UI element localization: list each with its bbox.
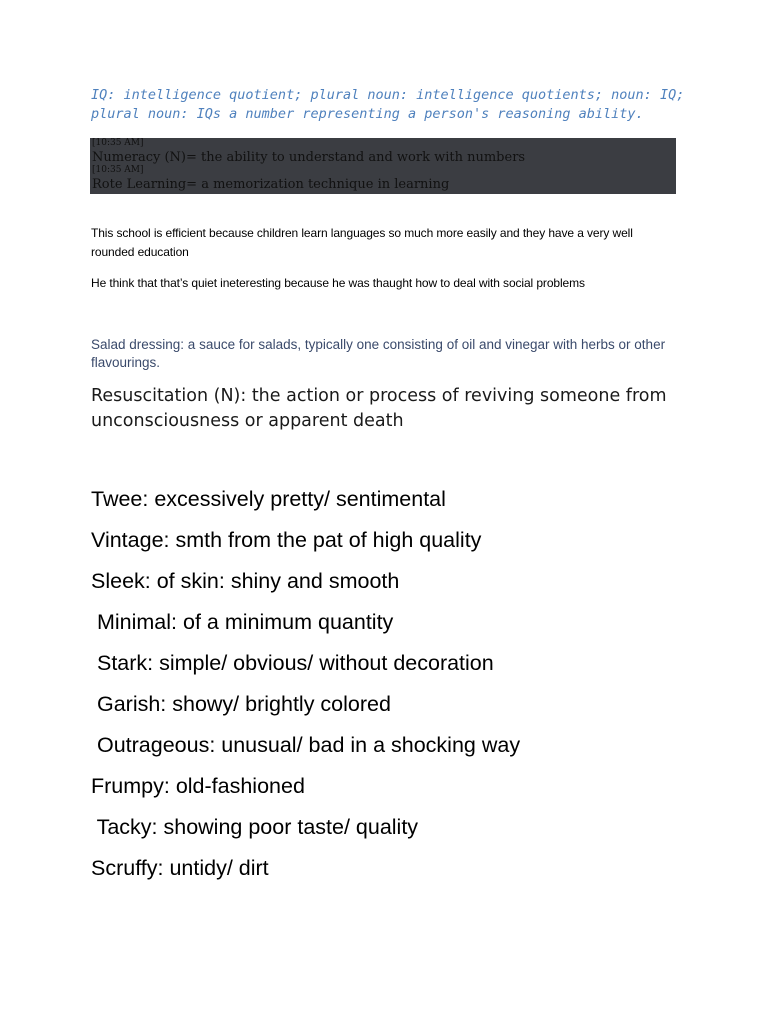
paragraph-interesting: He think that that’s quiet ineteresting because he was thaught how to deal with social problems (91, 276, 585, 290)
vocab-item-vintage: Vintage: smth from the pat of high quality (91, 528, 482, 552)
vocab-item-scruffy: Scruffy: untidy/ dirt (91, 856, 269, 880)
chat-timestamp: [10:35 AM] (92, 138, 144, 148)
vocab-item-minimal: Minimal: of a minimum quantity (91, 610, 394, 634)
vocab-item-tacky: Tacky: showing poor taste/ quality (91, 815, 419, 839)
vocab-item-twee: Twee: excessively pretty/ sentimental (91, 487, 446, 511)
vocab-item-outrageous: Outrageous: unusual/ bad in a shocking way (91, 733, 521, 757)
chat-timestamp: [10:35 AM] (92, 165, 144, 175)
vocab-item-sleek: Sleek: of skin: shiny and smooth (91, 569, 400, 593)
paragraph-school: This school is efficient because children learn languages so much more easily and they have a very well rounded education (91, 226, 633, 259)
chat-excerpt (90, 138, 676, 194)
vocab-item-stark: Stark: simple/ obvious/ without decoration (91, 651, 494, 675)
iq-definition: IQ: intelligence quotient; plural noun: intelligence quotients; noun: IQ; plural noun: IQs a number representing a person's reasoning ability. (91, 87, 685, 122)
chat-message-rote-learning: Rote Learning= a memorization technique in learning (92, 177, 450, 192)
vocab-item-garish: Garish: showy/ brightly colored (91, 692, 391, 716)
resuscitation-definition: Resuscitation (N): the action or process of reviving someone from unconsciousness or apparent death (91, 386, 667, 431)
chat-message-numeracy: Numeracy (N)= the ability to understand and work with numbers (92, 150, 526, 165)
salad-dressing-definition: Salad dressing: a sauce for salads, typically one consisting of oil and vinegar with herbs or other flavourings. (91, 337, 666, 370)
vocab-item-frumpy: Frumpy: old-fashioned (91, 774, 305, 798)
